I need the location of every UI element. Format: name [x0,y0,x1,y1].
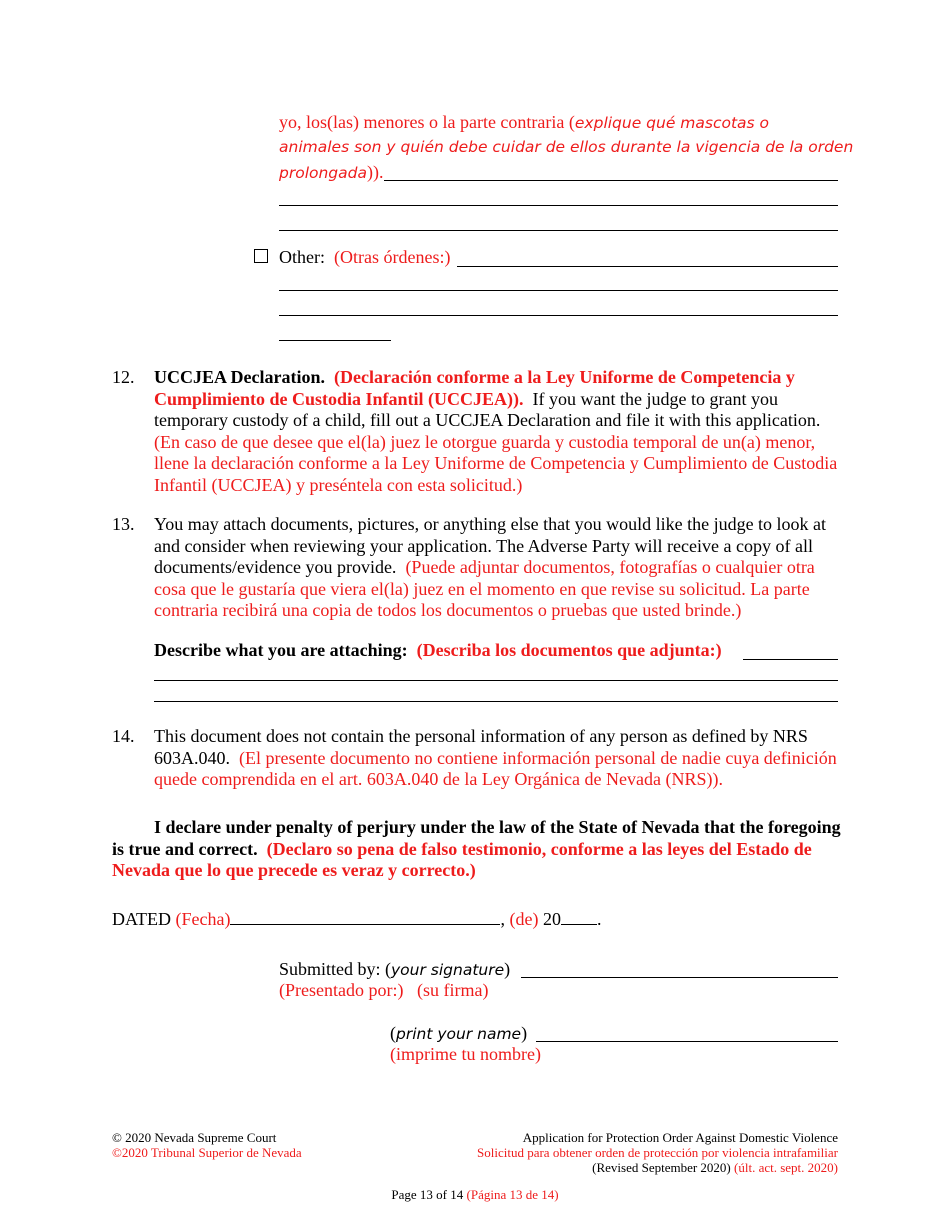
describe-attaching-label: Describe what you are attaching: (Describa los documentos que adjunta:) [154,640,722,660]
print-name-label: (print your name) [390,1023,528,1043]
item-12-number: 12. [112,367,135,387]
revised-date: (Revised September 2020) (últ. act. sept. 2020) [592,1160,838,1175]
other-answer-line-2[interactable] [279,290,838,291]
pets-answer-line-2[interactable] [279,205,838,206]
pets-answer-line-3[interactable] [279,230,838,231]
other-answer-line-3[interactable] [279,315,838,316]
page-number: Page 13 of 14 (Página 13 de 14) [391,1187,559,1202]
form-title-es: Solicitud para obtener orden de protección por violencia intrafamiliar [477,1145,838,1160]
date-year-field[interactable] [561,908,597,925]
describe-answer-line-1[interactable] [743,659,838,660]
footer-left [112,1130,302,1160]
pets-line-1: yo, los(las) menores o la parte contraria (explique qué mascotas o [279,112,770,132]
dated-row: DATED (Fecha) , (de) 20 . [112,909,602,929]
signature-field[interactable] [521,977,838,978]
date-day-month-field[interactable] [230,908,500,925]
submitted-by-es: (Presentado por:) (su firma) [279,980,489,1000]
item-14-text: This document does not contain the personal information of any person as defined by NRS 603A.040. (El presente documento no contiene información personal de nadie cuya definición quede comprendida en el art. 603A.040 de la Ley Orgánica de Nevada (NRS)). [154,726,837,789]
other-label: Other: (Otras órdenes:) [279,247,451,267]
copyright: © 2020 Nevada Supreme Court [112,1130,277,1145]
item-13-text: You may attach documents, pictures, or anything else that you would like the judge to look at and consider when reviewing your application. The Adverse Party will receive a copy of all documents/evidence you provide. (Puede adjuntar documentos, fotografías o cualquier otra cosa que le gustaría que viera el(la) juez en el momento en que revise su solicitud. La parte contraria recibirá una copia de todos los documentos o pruebas que usted brinde.) [154,514,827,620]
uccjea-title-es: (Declaración conforme a la Ley Uniforme de Competencia y Cumplimiento de Custodia Infantil (UCCJEA)). [154,367,795,409]
pets-line-3: prolongada)). [279,162,384,182]
print-name-es: (imprime tu nombre) [390,1044,541,1064]
describe-answer-line-3[interactable] [154,701,838,702]
describe-answer-line-2[interactable] [154,680,838,681]
item-14-number: 14. [112,726,135,746]
print-name-field[interactable] [536,1041,838,1042]
item-12-text: UCCJEA Declaration. (Declaración conforme a la Ley Uniforme de Competencia y Cumplimiento de Custodia Infantil (UCCJEA)). If you want the judge to grant you temporary custody of a child, fill out a UCCJEA Declaration and file it with this application. (En caso de que desee que el(la) juez le otorgue guarda y custodia temporal de un(a) menor, llene la declaración conforme a la Ley Uniforme de Competencia y Cumplimiento de Custodia Infantil (UCCJEA) y preséntela con esta solicitud.) [154,367,838,495]
footer-right [477,1130,838,1175]
perjury-declaration: I declare under penalty of perjury under the law of the State of Nevada that the foregoing is true and correct. (Declaro so pena de falso testimonio, conforme a las leyes del Estado de Nevada que lo que precede es veraz y correcto.) [112,817,841,880]
form-title: Application for Protection Order Against Domestic Violence [522,1130,838,1145]
copyright-es: ©2020 Tribunal Superior de Nevada [112,1145,302,1160]
uccjea-title: UCCJEA Declaration. [154,367,325,387]
other-checkbox[interactable] [254,249,268,263]
submitted-by-label: Submitted by: (your signature) [279,959,511,979]
other-answer-line-1[interactable] [457,266,838,267]
item-13-number: 13. [112,514,135,534]
pets-answer-line-1[interactable] [384,180,838,181]
other-answer-line-4[interactable] [279,340,391,341]
pets-line-2: animales son y quién debe cuidar de ellos durante la vigencia de la orden [279,138,854,156]
